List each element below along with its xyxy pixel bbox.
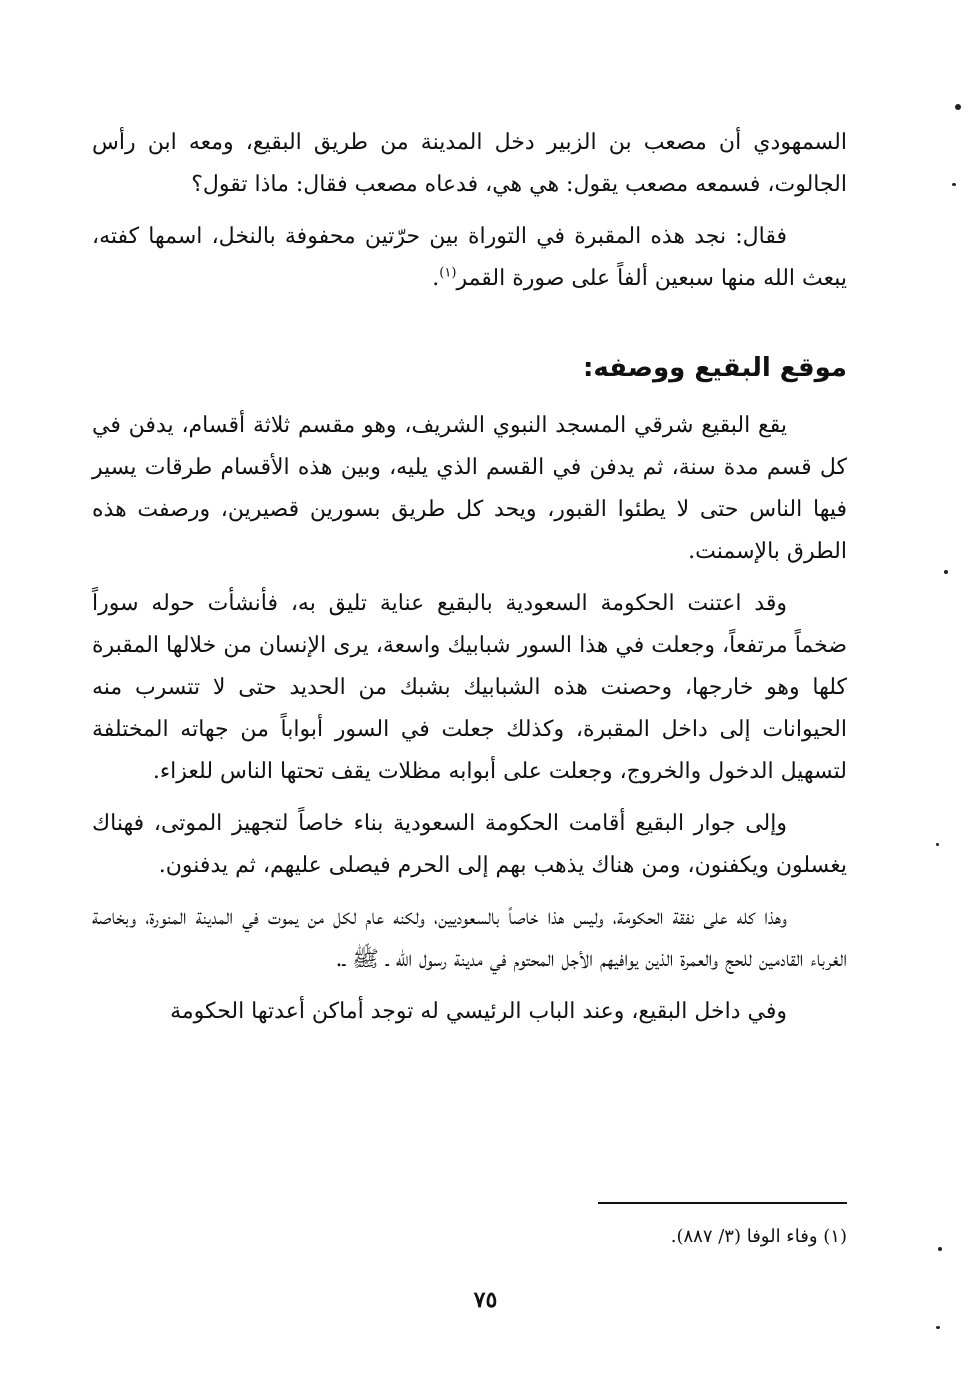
paragraph-inside: وفي داخل البقيع، وعند الباب الرئيسي له توجد أماكن أعدتها الحكومة [170, 999, 787, 1024]
section-heading: موقع البقيع ووصفه: [583, 353, 847, 383]
page-number: ٧٥ [473, 1287, 498, 1313]
footnote-marker: (١) [439, 265, 457, 281]
paragraph-quote-text: فقال: نجد هذه المقبرة في التوراة بين حرّتين محفوفة بالنخل، اسمها كفته، يبعث الله منها سبعين ألفاً على صورة القمر [92, 224, 847, 291]
scan-speck [944, 570, 948, 574]
paragraph-quote-period: . [432, 266, 440, 291]
paragraph-location: يقع البقيع شرقي المسجد النبوي الشريف، وهو مقسم ثلاثة أقسام، يدفن في كل قسم مدة سنة، ثم يدفن في القسم الذي يليه، وبين هذه الأقسام طرقات يسير فيها الناس حتى لا يطئوا القبور، ويحد كل طريق بسورين قصيرين، ورصفت هذه الطرق بالإسمنت. [92, 413, 847, 564]
paragraph-continued: السمهودي أن مصعب بن الزبير دخل المدينة من طريق البقيع، ومعه ابن رأس الجالوت، فسمعه مصعب يقول: هي هي، فدعاه مصعب فقال: ماذا تقول؟ [92, 130, 847, 197]
paragraph-wall: وقد اعتنت الحكومة السعودية بالبقيع عناية تليق به، فأنشأت حوله سوراً ضخماً مرتفعاً، وجعلت في هذا السور شبابيك واسعة، يرى الإنسان من خلالها المقبرة كلها وهو خارجها، وحصنت هذه الشبابيك بشبك من الحديد حتى لا تتسرب منه الحيوانات إلى داخل المقبرة، وكذلك جعلت في السور أبواباً من جهاته المختلفة لتسهيل الدخول والخروج، وجعلت على أبوابه مظلات يقف تحتها الناس للعزاء. [92, 591, 847, 784]
scan-speck [938, 1247, 942, 1251]
body-text-block [92, 405, 847, 1033]
paragraph-expense: وهذا كله على نفقة الحكومة، وليس هذا خاصاً بالسعوديين، ولكنه عام لكل من يموت في المدينة المنورة، وبخاصة الغرباء القادمين للحج والعمرة الذين يوافيهم الأجل المحتوم في مدينة رسول الله ـ ﷺ ـ. [92, 905, 847, 972]
scan-speck [936, 843, 939, 846]
paragraph-preparation: وإلى جوار البقيع أقامت الحكومة السعودية بناء خاصاً لتجهيز الموتى، فهناك يغسلون ويكفنون، ومن هناك يذهب بهم إلى الحرم فيصلى عليهم، ثم يدفنون. [92, 811, 847, 878]
continued-text-block [92, 122, 847, 300]
paragraph-quote [92, 216, 847, 300]
scan-speck [952, 183, 956, 186]
footnote: (١) وفاء الوفا (٣/ ٨٨٧). [670, 1226, 847, 1247]
scan-speck [936, 1326, 940, 1329]
scan-speck [955, 104, 961, 110]
footnote-divider [598, 1202, 847, 1204]
